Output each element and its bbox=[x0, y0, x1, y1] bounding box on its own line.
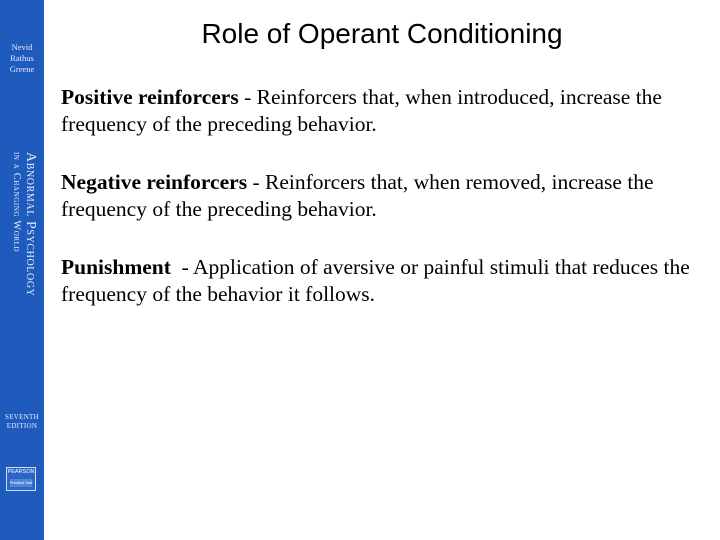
edition-line: SEVENTH bbox=[5, 413, 39, 421]
publisher-name: PEARSON bbox=[7, 469, 35, 475]
definition-term: Positive reinforcers bbox=[61, 85, 239, 109]
book-title-line1: Abnormal Psychology bbox=[23, 152, 38, 297]
edition-label bbox=[0, 413, 44, 431]
definition-text: - Reinforcers that, when removed, increase the frequency of the preceding behavior. bbox=[61, 170, 654, 221]
publisher-logo bbox=[6, 467, 36, 491]
definition-positive-reinforcers bbox=[61, 84, 701, 138]
edition-line: EDITION bbox=[6, 422, 38, 430]
book-sidebar bbox=[0, 0, 44, 540]
author-name: Rathus bbox=[10, 53, 34, 63]
definition-punishment bbox=[61, 254, 701, 308]
author-name: Greene bbox=[9, 64, 35, 74]
book-title bbox=[10, 152, 38, 296]
slide-title: Role of Operant Conditioning bbox=[201, 18, 563, 49]
book-title-line2: in a Changing World bbox=[11, 152, 22, 253]
definition-negative-reinforcers bbox=[61, 169, 701, 223]
definition-text: - Reinforcers that, when introduced, increase the frequency of the preceding behavior. bbox=[61, 85, 662, 136]
definition-term: Negative reinforcers bbox=[61, 170, 248, 194]
author-names bbox=[0, 42, 44, 75]
definitions-list bbox=[61, 84, 701, 339]
publisher-imprint: Prentice Hall bbox=[9, 480, 33, 485]
definition-text: - Application of aversive or painful stimuli that reduces the frequency of the behavior it follows. bbox=[61, 255, 696, 306]
definition-term: Punishment bbox=[61, 255, 171, 279]
author-name: Nevid bbox=[11, 42, 33, 52]
